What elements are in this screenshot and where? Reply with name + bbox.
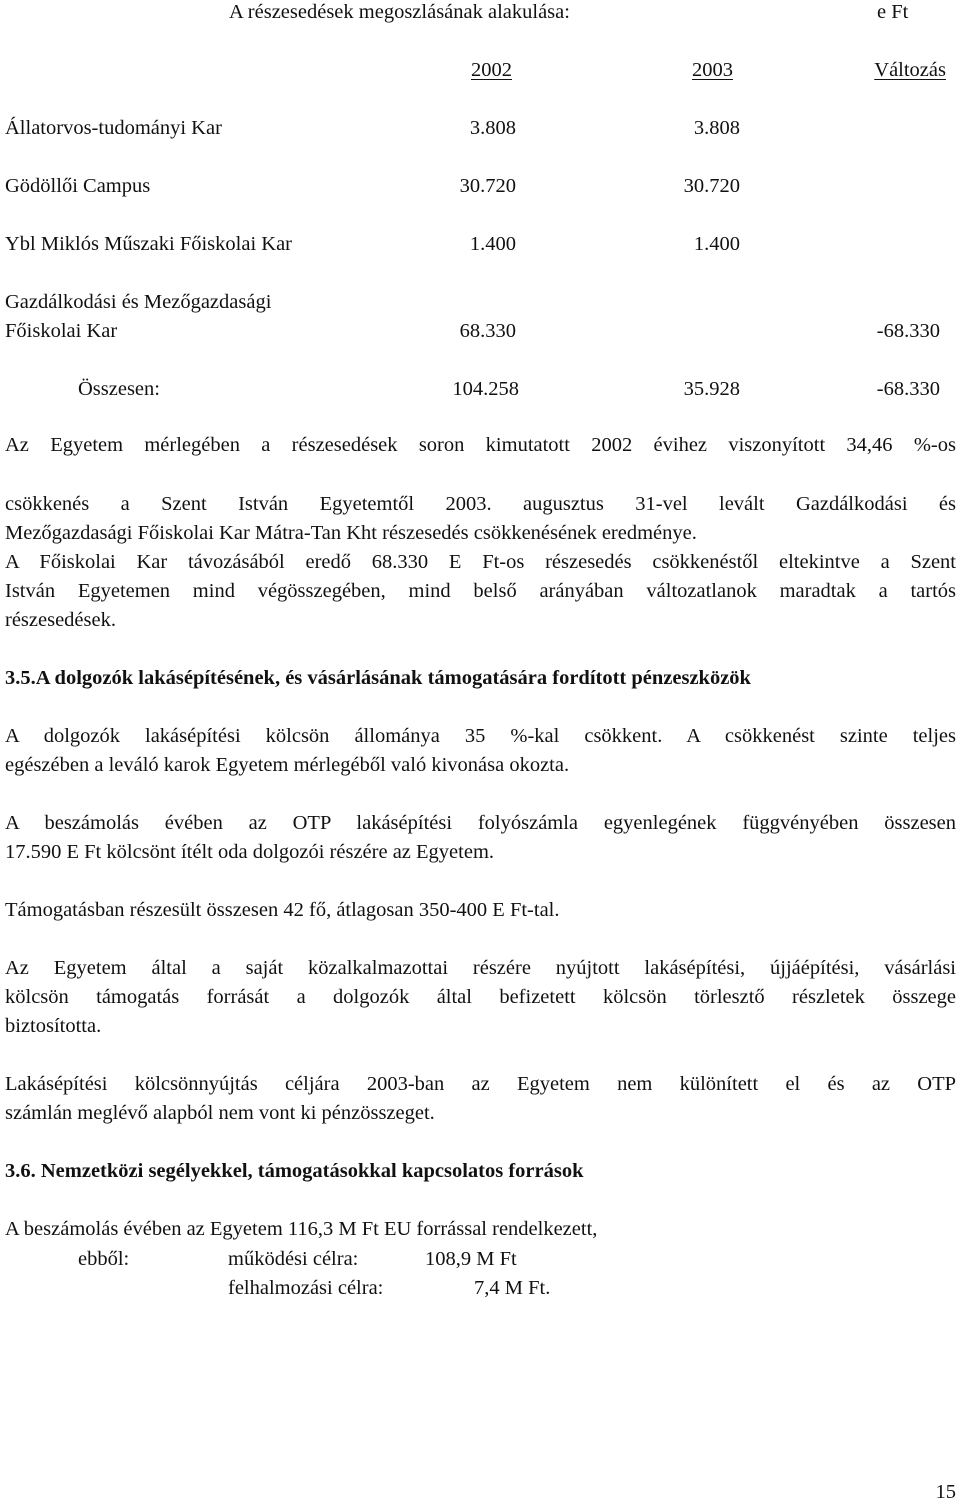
column-header-2003: 2003: [692, 59, 733, 81]
paragraph-beneficiaries: Támogatásban részesült összesen 42 fő, átlagosan 350-400 E Ft-tal.: [5, 899, 560, 921]
value-2003: 1.400: [693, 233, 740, 255]
text-line: A dolgozók lakásépítési kölcsön állománya 35 %-kal csökkent. A csökkenést szinte teljes: [5, 725, 956, 747]
value-2002: 3.808: [469, 117, 516, 139]
column-header-2002: 2002: [471, 59, 512, 81]
text-line: Az Egyetem által a saját közalkalmazottai részére nyújtott lakásépítési, újjáépítési, vásárlási: [5, 957, 956, 979]
total-change: -68.330: [876, 378, 940, 400]
value-2002: 1.400: [469, 233, 516, 255]
breakdown-label: működési célra:: [228, 1248, 359, 1270]
text-line: kölcsön támogatás forrását a dolgozók által befizetett kölcsön törlesztő részletek összege: [5, 986, 956, 1008]
breakdown-value: 7,4 M Ft.: [474, 1277, 551, 1299]
breakdown-prefix: ebből:: [78, 1248, 130, 1270]
text-line: számlán meglévő alapból nem vont ki pénzösszeget.: [5, 1102, 435, 1124]
value-2002: 68.330: [459, 320, 516, 342]
text-line: A beszámolás évében az OTP lakásépítési folyószámla egyenlegének függvényében összesen: [5, 812, 956, 834]
text-line: Az Egyetem mérlegében a részesedések soron kimutatott 2002 évihez viszonyított 34,46 %-os: [5, 434, 956, 456]
section-title: A részesedések megoszlásának alakulása:: [229, 1, 570, 23]
value-2002: 30.720: [459, 175, 516, 197]
section-heading-3-5: 3.5.A dolgozók lakásépítésének, és vásárlásának támogatására fordított pénzeszközök: [5, 667, 751, 689]
text-line: 17.590 E Ft kölcsönt ítélt oda dolgozói részére az Egyetem.: [5, 841, 495, 863]
row-label: Állatorvos-tudományi Kar: [5, 117, 222, 139]
text-line: István Egyetemen mind végösszegében, mind belső arányában változatlanok maradtak a tartós: [5, 580, 956, 602]
row-label-line1: Gazdálkodási és Mezőgazdasági: [5, 291, 272, 313]
unit-label: e Ft: [877, 1, 909, 23]
text-line: Mezőgazdasági Főiskolai Kar Mátra-Tan Kht részesedés csökkenésének eredménye.: [5, 522, 697, 544]
value-change: -68.330: [876, 320, 940, 342]
text-line: A Főiskolai Kar távozásából eredő 68.330 E Ft-os részesedés csökkenéstől eltekintve a Szent: [5, 551, 956, 573]
value-2003: 30.720: [683, 175, 740, 197]
breakdown-label: felhalmozási célra:: [228, 1277, 384, 1299]
row-label-line2: Főiskolai Kar: [5, 320, 118, 342]
column-header-change: Változás: [874, 59, 946, 81]
paragraph-eu-funds: A beszámolás évében az Egyetem 116,3 M Ft EU forrással rendelkezett,: [5, 1218, 598, 1240]
text-line: csökkenés a Szent István Egyetemtől 2003. augusztus 31-vel levált Gazdálkodási és: [5, 493, 956, 515]
row-label: Gödöllői Campus: [5, 175, 151, 197]
page-number: 15: [935, 1481, 956, 1503]
text-line: egészében a leváló karok Egyetem mérlegéből való kivonása okozta.: [5, 754, 570, 776]
text-line: biztosította.: [5, 1015, 102, 1037]
total-2002: 104.258: [452, 378, 519, 400]
value-2003: 3.808: [693, 117, 740, 139]
text-line: részesedések.: [5, 609, 116, 631]
section-heading-3-6: 3.6. Nemzetközi segélyekkel, támogatásokkal kapcsolatos források: [5, 1160, 584, 1182]
total-label: Összesen:: [78, 378, 160, 400]
text-line: Lakásépítési kölcsönnyújtás céljára 2003-ban az Egyetem nem különített el és az OTP: [5, 1073, 956, 1095]
breakdown-value: 108,9 M Ft: [425, 1248, 517, 1270]
total-2003: 35.928: [683, 378, 740, 400]
row-label: Ybl Miklós Műszaki Főiskolai Kar: [5, 233, 292, 255]
